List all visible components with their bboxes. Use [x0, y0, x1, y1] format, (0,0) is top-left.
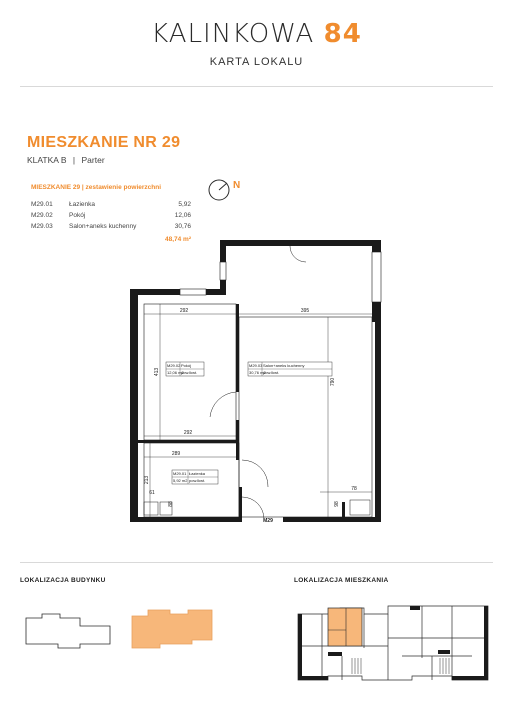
dim-room-height: 413	[154, 367, 160, 377]
room-code: M29.01	[31, 200, 53, 208]
dim-salon-width: 395	[300, 308, 310, 314]
building-location-title: LOKALIZACJA BUDYNKU	[20, 577, 106, 584]
apartment-location-map	[292, 598, 498, 688]
compass-north-label: N	[233, 180, 241, 191]
dim-small-left-v: 88	[168, 501, 174, 507]
floor-plan	[120, 232, 390, 532]
brand-name: KALINKOWA	[151, 19, 315, 49]
plan-dimension-lines	[144, 304, 372, 517]
room-label-code: M29.02	[167, 363, 181, 368]
room-code: M29.02	[31, 211, 53, 219]
brand-logo	[0, 19, 513, 49]
compass-icon	[206, 177, 232, 203]
room-label-area: 5,92 m2	[173, 478, 188, 483]
total-area: 48,74 m²	[164, 236, 191, 243]
dim-bath-height: 213	[144, 475, 150, 485]
room-name: Salon+aneks kuchenny	[69, 222, 137, 230]
location-divider	[20, 562, 493, 563]
room-label-area: 12,06 m2	[167, 370, 184, 375]
room-label-code: M29.03	[249, 363, 263, 368]
floor-outline	[298, 606, 488, 680]
dim-salon-height: 790	[330, 377, 336, 387]
neighbor-building-outline	[26, 614, 110, 648]
area-summary-table	[31, 200, 191, 233]
apartment-subtitle	[27, 155, 105, 165]
room-label-name: Pokój	[181, 363, 192, 368]
room-label-floor: pow.lkwt.	[189, 478, 206, 483]
highlighted-apartment	[328, 608, 362, 646]
card-title: KARTA LOKALU	[209, 56, 304, 68]
table-row	[31, 211, 191, 222]
dim-small-left: 61	[149, 490, 155, 496]
brand-number: 84	[323, 19, 362, 49]
table-row	[31, 200, 191, 211]
dim-small-right: 78	[351, 486, 357, 492]
room-label-name: Łazienka	[189, 471, 206, 476]
header-divider	[20, 86, 493, 87]
summary-title: MIESZKANIE 29 | zestawienie powierzchni	[31, 184, 162, 191]
highlighted-building	[132, 610, 212, 648]
room-label-name: Salon+aneks kuchenny	[263, 363, 305, 368]
room-label-area: 30,76 m2	[249, 370, 266, 375]
stair-hatching	[352, 658, 449, 674]
building-location-map	[20, 600, 220, 660]
room-name: Łazienka	[69, 200, 96, 208]
dim-small-right-v: 98	[334, 501, 340, 507]
room-area: 5,92	[178, 200, 191, 208]
room-area: 12,06	[174, 211, 191, 219]
floor-label: Parter	[81, 155, 105, 165]
plan-walls	[130, 240, 381, 522]
subtitle-separator: |	[72, 155, 76, 165]
entrance-label: M29	[263, 518, 273, 524]
dim-room-width: 292	[179, 308, 189, 314]
staircase-label: KLATKA B	[27, 155, 67, 165]
room-code: M29.03	[31, 222, 53, 230]
room-label-code: M29.01	[173, 471, 187, 476]
room-label-floor: pow.lkwt.	[181, 370, 198, 375]
room-label-floor: pow.lkwt.	[263, 370, 280, 375]
plan-room-labels	[166, 362, 332, 484]
room-name: Pokój	[69, 211, 86, 219]
dim-mid-width: 292	[183, 430, 193, 436]
floor-wall-accents	[298, 606, 488, 680]
plan-room-outlines	[144, 304, 372, 517]
apartment-location-title: LOKALIZACJA MIESZKANIA	[294, 577, 389, 584]
dim-bath-width: 289	[171, 451, 181, 457]
apartment-title: MIESZKANIE NR 29	[27, 134, 181, 151]
room-area: 30,76	[174, 222, 191, 230]
